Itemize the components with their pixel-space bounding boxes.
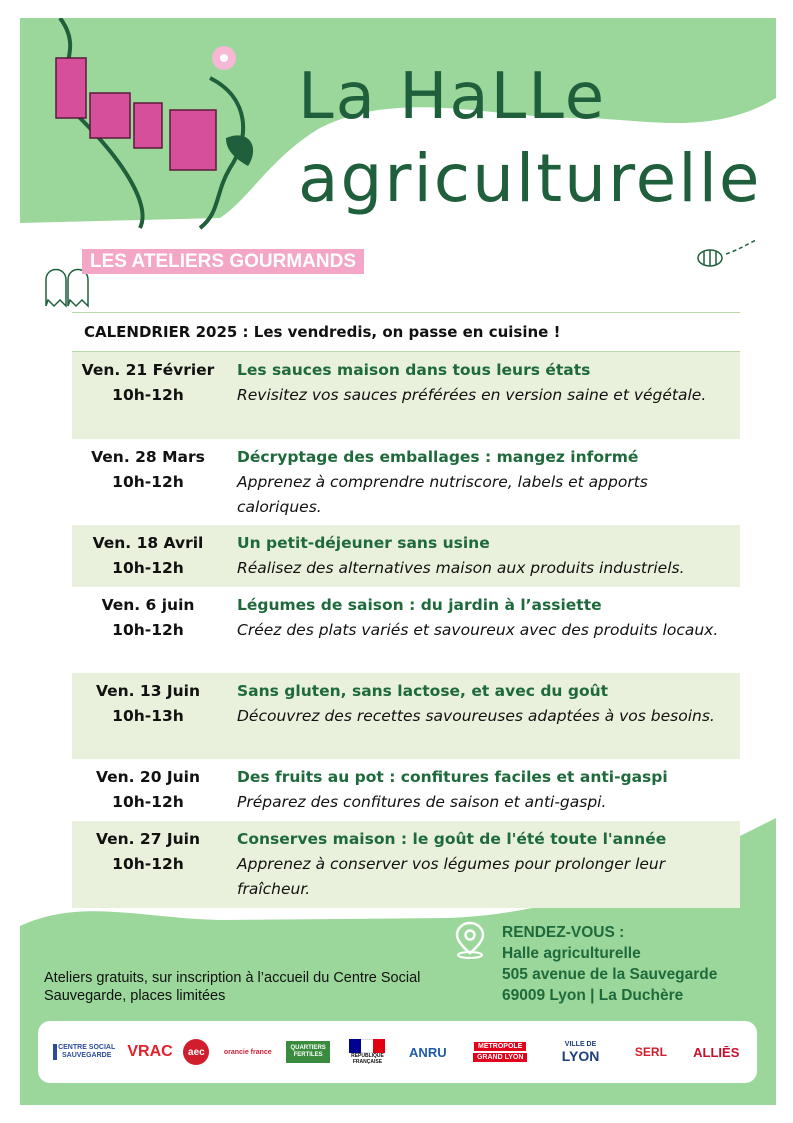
row-time: 10h-12h <box>112 793 184 811</box>
row-date-cell <box>72 352 224 439</box>
ville-de-label: VILLE DE <box>564 1040 597 1048</box>
row-time: 10h-12h <box>112 621 184 639</box>
subtitle-banner: LES ATELIERS GOURMANDS <box>82 249 364 274</box>
row-time: 10h-12h <box>112 473 184 491</box>
logo-allies: ALLIĒS <box>693 1044 740 1060</box>
row-date-cell <box>72 821 224 908</box>
row-date: Ven. 18 Avril <box>92 534 204 552</box>
meeting-city: 69009 Lyon | La Duchère <box>502 987 684 1004</box>
partner-logos-bar <box>38 1021 757 1083</box>
row-title: Un petit-déjeuner sans usine <box>237 534 490 552</box>
row-info-cell <box>224 821 740 908</box>
poster <box>20 18 776 1105</box>
meeting-address: 505 avenue de la Sauvegarde <box>502 966 718 983</box>
row-date: Ven. 21 Février <box>81 361 215 379</box>
logo-aec: aec <box>183 1039 209 1065</box>
row-description: Apprenez à conserver vos légumes pour prolonger leur fraîcheur. <box>237 855 666 898</box>
row-title: Des fruits au pot : confitures faciles et anti-gaspi <box>237 768 668 786</box>
grand-lyon-label: GRAND LYON <box>473 1053 527 1062</box>
title-line-2: agriculturelle <box>298 140 762 217</box>
row-info-cell <box>224 439 740 525</box>
title-line-1: La HaLLe <box>298 60 607 134</box>
row-info-cell <box>224 525 740 587</box>
row-description: Créez des plats variés et savoureux avec des produits locaux. <box>237 621 719 639</box>
row-description: Réalisez des alternatives maison aux produits industriels. <box>237 559 685 577</box>
row-title: Décryptage des emballages : mangez informé <box>237 448 639 466</box>
row-description: Apprenez à comprendre nutriscore, labels et apports caloriques. <box>237 473 648 516</box>
row-info-cell <box>224 673 740 759</box>
row-title: Les sauces maison dans tous leurs états <box>237 361 591 379</box>
logo-metropole-grand-lyon <box>464 1042 536 1062</box>
row-date: Ven. 28 Mars <box>91 448 205 466</box>
row-date: Ven. 13 Juin <box>95 682 201 700</box>
row-date: Ven. 6 juin <box>101 596 195 614</box>
row-description: Revisitez vos sauces préférées en version saine et végétale. <box>237 386 707 404</box>
table-row <box>72 352 740 439</box>
table-row <box>72 821 740 908</box>
row-time: 10h-12h <box>112 855 184 873</box>
logo-france-active: orancie france <box>223 1048 272 1056</box>
row-description: Découvrez des recettes savoureuses adaptées à vos besoins. <box>237 707 715 725</box>
calendar-table <box>72 352 740 908</box>
meeting-point <box>502 922 717 1006</box>
row-description: Préparez des confitures de saison et anti-gaspi. <box>237 793 607 811</box>
republique-label: RÉPUBLIQUE FRANÇAISE <box>351 1053 384 1065</box>
row-info-cell <box>224 352 740 439</box>
table-row <box>72 525 740 587</box>
logo-ville-de-lyon <box>550 1041 612 1064</box>
calendar-heading: CALENDRIER 2025 : Les vendredis, on passe en cuisine ! <box>72 312 740 352</box>
logo-quartiers-fertiles: QUARTIERS FERTILES <box>286 1041 330 1063</box>
meeting-place: Halle agriculturelle <box>502 945 641 962</box>
logo-vrac: VRAC <box>127 1043 173 1060</box>
table-row <box>72 673 740 759</box>
logo-republique-francaise <box>343 1039 391 1065</box>
row-time: 10h-12h <box>112 386 184 404</box>
table-row <box>72 759 740 821</box>
row-date-cell <box>72 587 224 673</box>
row-date-cell <box>72 673 224 759</box>
lyon-label: LYON <box>561 1047 600 1064</box>
row-date: Ven. 20 Juin <box>95 768 201 786</box>
row-time: 10h-12h <box>112 559 184 577</box>
row-date-cell <box>72 759 224 821</box>
logo-serl: SERL <box>634 1045 667 1059</box>
registration-note: Ateliers gratuits, sur inscription à l’accueil du Centre Social Sauvegarde, places limitées <box>44 970 421 1004</box>
row-date-cell <box>72 525 224 587</box>
table-row <box>72 439 740 525</box>
meeting-heading: RENDEZ-VOUS : <box>502 924 625 941</box>
row-title: Sans gluten, sans lactose, et avec du goût <box>237 682 609 700</box>
row-date-cell <box>72 439 224 525</box>
metropole-label: MÉTROPOLE <box>474 1042 526 1051</box>
location-pin-icon <box>452 920 488 960</box>
row-date: Ven. 27 Juin <box>95 830 201 848</box>
french-flag-icon <box>349 1039 385 1053</box>
logo-anru: ANRU <box>409 1044 447 1060</box>
logo-centre-social: CENTRE SOCIAL SAUVEGARDE <box>53 1044 117 1060</box>
row-title: Conserves maison : le goût de l'été toute l'année <box>237 830 667 848</box>
row-info-cell <box>224 587 740 673</box>
table-row <box>72 587 740 673</box>
row-info-cell <box>224 759 740 821</box>
row-time: 10h-13h <box>112 707 184 725</box>
row-title: Légumes de saison : du jardin à l’assiette <box>237 596 602 614</box>
